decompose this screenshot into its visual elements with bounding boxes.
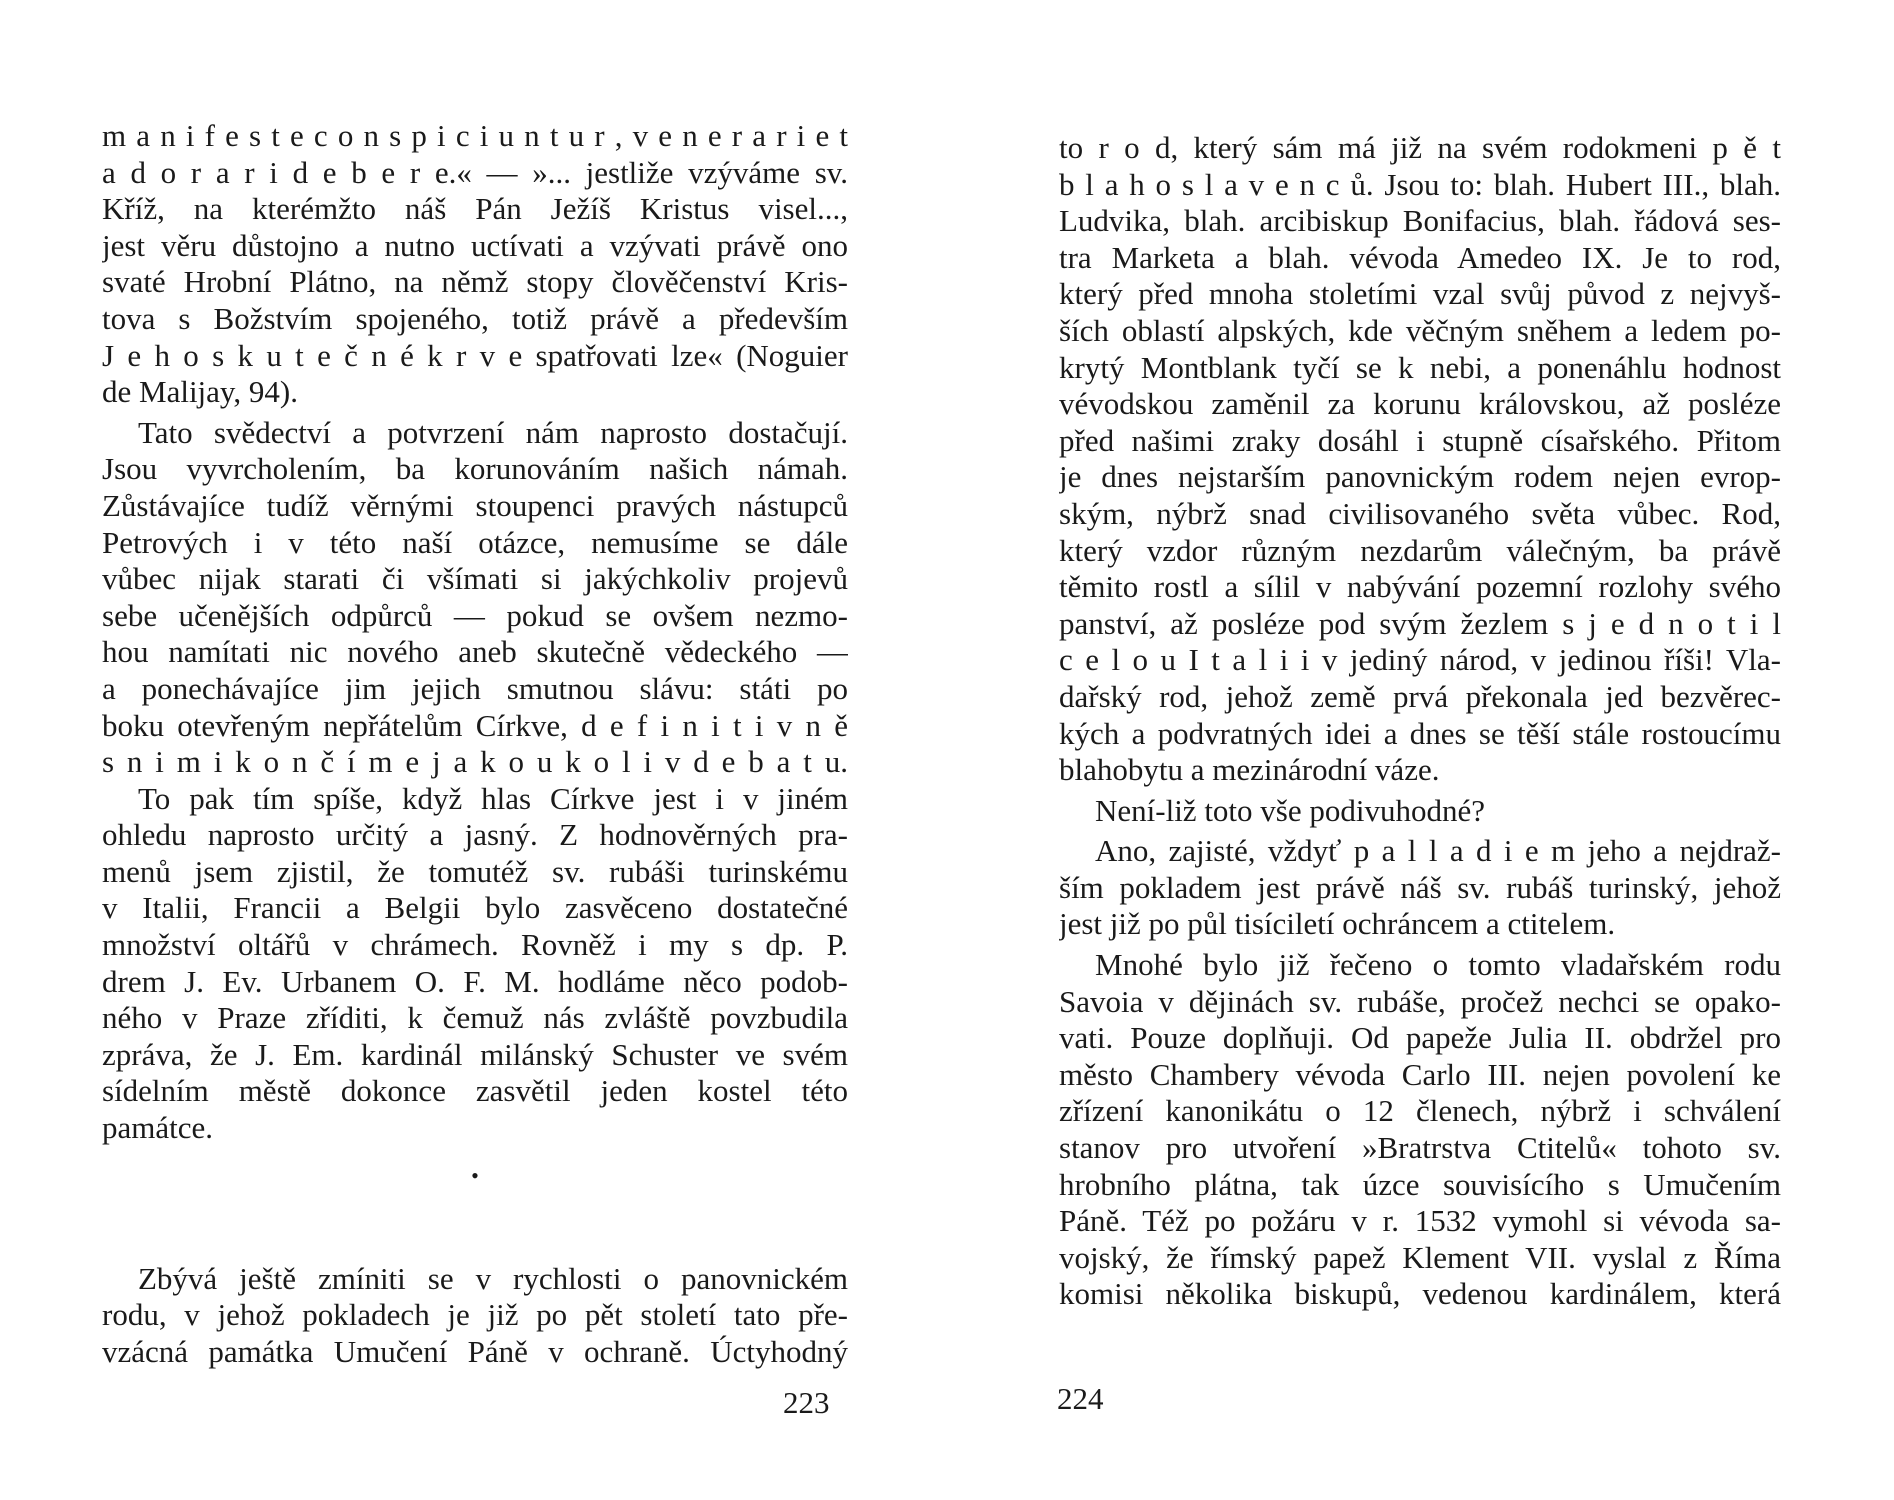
- text-line: sebe učenějších odpůrců — pokud se ovšem nezmo-: [102, 597, 848, 633]
- text-line: krytý Montblank tyčí se k nebi, a ponenáhlu hodnost: [1059, 349, 1781, 385]
- text-line: zpráva, že J. Em. kardinál milánský Schuster ve svém: [102, 1036, 848, 1072]
- text-line: Zbývá ještě zmíniti se v rychlosti o panovnickém: [138, 1260, 848, 1296]
- text-line: který vzdor různým nezdarům válečným, ba právě: [1059, 532, 1781, 568]
- text-line: památce.: [102, 1110, 214, 1146]
- page-number-left: 223: [783, 1385, 830, 1420]
- right-page-text: [1059, 130, 1781, 1313]
- text-line: který před mnoha stoletími vzal svůj původ z nejvyš-: [1059, 276, 1781, 312]
- text-line: ohledu naprosto určitý a jasný. Z hodnověrných pra-: [102, 817, 848, 853]
- text-line: zřízení kanonikátu o 12 členech, nýbrž i schválení: [1059, 1093, 1781, 1129]
- text-line: hou namítati nic nového aneb skutečně vědeckého —: [102, 634, 848, 670]
- text-line: komisi několika biskupů, vedenou kardinálem, která: [1059, 1276, 1781, 1312]
- right-page: [947, 0, 1894, 1500]
- text-line: svaté Hrobní Plátno, na němž stopy člověčenství Kris-: [102, 264, 848, 300]
- text-line: stanov pro utvoření »Bratrstva Ctitelů« tohoto sv.: [1059, 1130, 1781, 1166]
- text-line: blahobytu a mezinárodní váze.: [1059, 752, 1440, 788]
- text-line: vůbec nijak starati či všímati si jakýchkoliv projevů: [102, 561, 848, 597]
- text-line: Ano, zajisté, vždyť p a l l a d i e m jeho a nejdraž-: [1095, 833, 1781, 869]
- text-line: před našimi zraky dosáhl i stupně císařského. Přitom: [1059, 422, 1781, 458]
- text-line: těmito rostl a sílil v nabývání pozemní rozlohy svého: [1059, 569, 1781, 605]
- text-line: Petrových i v této naší otázce, nemusíme se dále: [102, 524, 848, 560]
- text-line: c e l o u I t a l i i v jediný národ, v jedinou říši! Vla-: [1059, 642, 1781, 678]
- text-line: Zůstávajíce tudíž věrnými stoupenci pravých nástupců: [102, 487, 848, 523]
- text-line: ším pokladem jest právě náš sv. rubáš turinský, jehož: [1059, 869, 1781, 905]
- text-line: jest již po půl tisíciletí ochráncem a ctitelem.: [1059, 906, 1616, 942]
- text-line: Jsou vyvrcholením, ba korunováním našich námah.: [102, 451, 848, 487]
- text-line: hrobního plátna, tak úzce souvisícího s Umučením: [1059, 1166, 1781, 1202]
- text-line: vojský, že římský papež Klement VII. vyslal z Říma: [1059, 1239, 1781, 1275]
- text-line: Savoia v dějinách sv. rubáše, pročež nechci se opako-: [1059, 983, 1781, 1019]
- text-line: Není-liž toto vše podivuhodné?: [1095, 792, 1485, 828]
- text-line: ného v Praze zříditi, k čemuž nás zvláště povzbudila: [102, 1000, 848, 1036]
- text-line: dařský rod, jehož země prvá překonala jed bezvěrec-: [1059, 678, 1781, 714]
- text-line: Páně. Též po požáru v r. 1532 vymohl si vévoda sa-: [1059, 1203, 1781, 1239]
- text-line: tra Marketa a blah. vévoda Amedeo IX. Je to rod,: [1059, 239, 1781, 275]
- text-line: de Malijay, 94).: [102, 374, 298, 410]
- text-line: a ponechávajíce jim jejich smutnou slávu: státi po: [102, 670, 848, 706]
- text-line: s n i m i k o n č í m e j a k o u k o l i v d e b a t u.: [102, 744, 848, 780]
- text-line: je dnes nejstarším panovnickým rodem nejen evrop-: [1059, 459, 1781, 495]
- text-line: m a n i f e s t e c o n s p i c i u n t u r , v e n e r a r i e t: [102, 118, 848, 153]
- text-line: a d o r a r i d e b e r e.« — »... jestliže vzýváme sv.: [102, 154, 848, 190]
- text-line: b l a h o s l a v e n c ů. Jsou to: blah. Hubert III., blah.: [1059, 166, 1781, 202]
- section-ornament: •: [471, 1162, 479, 1188]
- text-line: kých a podvratných idei a dnes se těší stále rostoucímu: [1059, 715, 1781, 751]
- text-line: ským, nýbrž snad civilisovaného světa vůbec. Rod,: [1059, 495, 1781, 531]
- text-line: rodu, v jehož pokladech je již po pět století tato pře-: [102, 1297, 848, 1333]
- text-line: J e h o s k u t e č n é k r v e spatřovati lze« (Noguier: [102, 337, 848, 373]
- text-line: vévodskou zaměnil za korunu královskou, až posléze: [1059, 386, 1781, 422]
- page-number-right: 224: [1057, 1381, 1104, 1416]
- text-line: to r o d, který sám má již na svém rodokmeni p ě t: [1059, 130, 1781, 165]
- text-line: To pak tím spíše, když hlas Církve jest i v jiném: [138, 780, 848, 816]
- text-line: množství oltářů v chrámech. Rovněž i my s dp. P.: [102, 927, 848, 963]
- text-line: drem J. Ev. Urbanem O. F. M. hodláme něco podob-: [102, 963, 848, 999]
- text-line: vzácná památka Umučení Páně v ochraně. Úctyhodný: [102, 1333, 848, 1369]
- text-line: v Italii, Francii a Belgii bylo zasvěceno dostatečné: [102, 890, 848, 926]
- text-line: Tato svědectví a potvrzení nám naprosto dostačují.: [138, 414, 848, 450]
- text-line: menů jsem zjistil, že tomutéž sv. rubáši turinskému: [102, 853, 848, 889]
- text-line: panství, až posléze pod svým žezlem s j e d n o t i l: [1059, 605, 1781, 641]
- left-page-text: [102, 118, 848, 1370]
- text-line: město Chambery vévoda Carlo III. nejen povolení ke: [1059, 1056, 1781, 1092]
- text-line: Ludvika, blah. arcibiskup Bonifacius, blah. řádová ses-: [1059, 203, 1781, 239]
- text-line: jest věru důstojno a nutno uctívati a vzývati právě ono: [102, 227, 848, 263]
- text-line: Kříž, na kterémžto náš Pán Ježíš Kristus visel...,: [102, 191, 848, 227]
- text-line: boku otevřeným nepřátelům Církve, d e f i n i t i v n ě: [102, 707, 848, 743]
- text-line: Mnohé bylo již řečeno o tomto vladařském rodu: [1095, 947, 1781, 983]
- section-break: [102, 1151, 848, 1261]
- text-line: tova s Božstvím spojeného, totiž právě a především: [102, 300, 848, 336]
- text-line: ších oblastí alpských, kde věčným sněhem a ledem po-: [1059, 312, 1781, 348]
- text-line: sídelním městě dokonce zasvětil jeden kostel této: [102, 1073, 848, 1109]
- text-line: vati. Pouze doplňuji. Od papeže Julia II. obdržel pro: [1059, 1020, 1781, 1056]
